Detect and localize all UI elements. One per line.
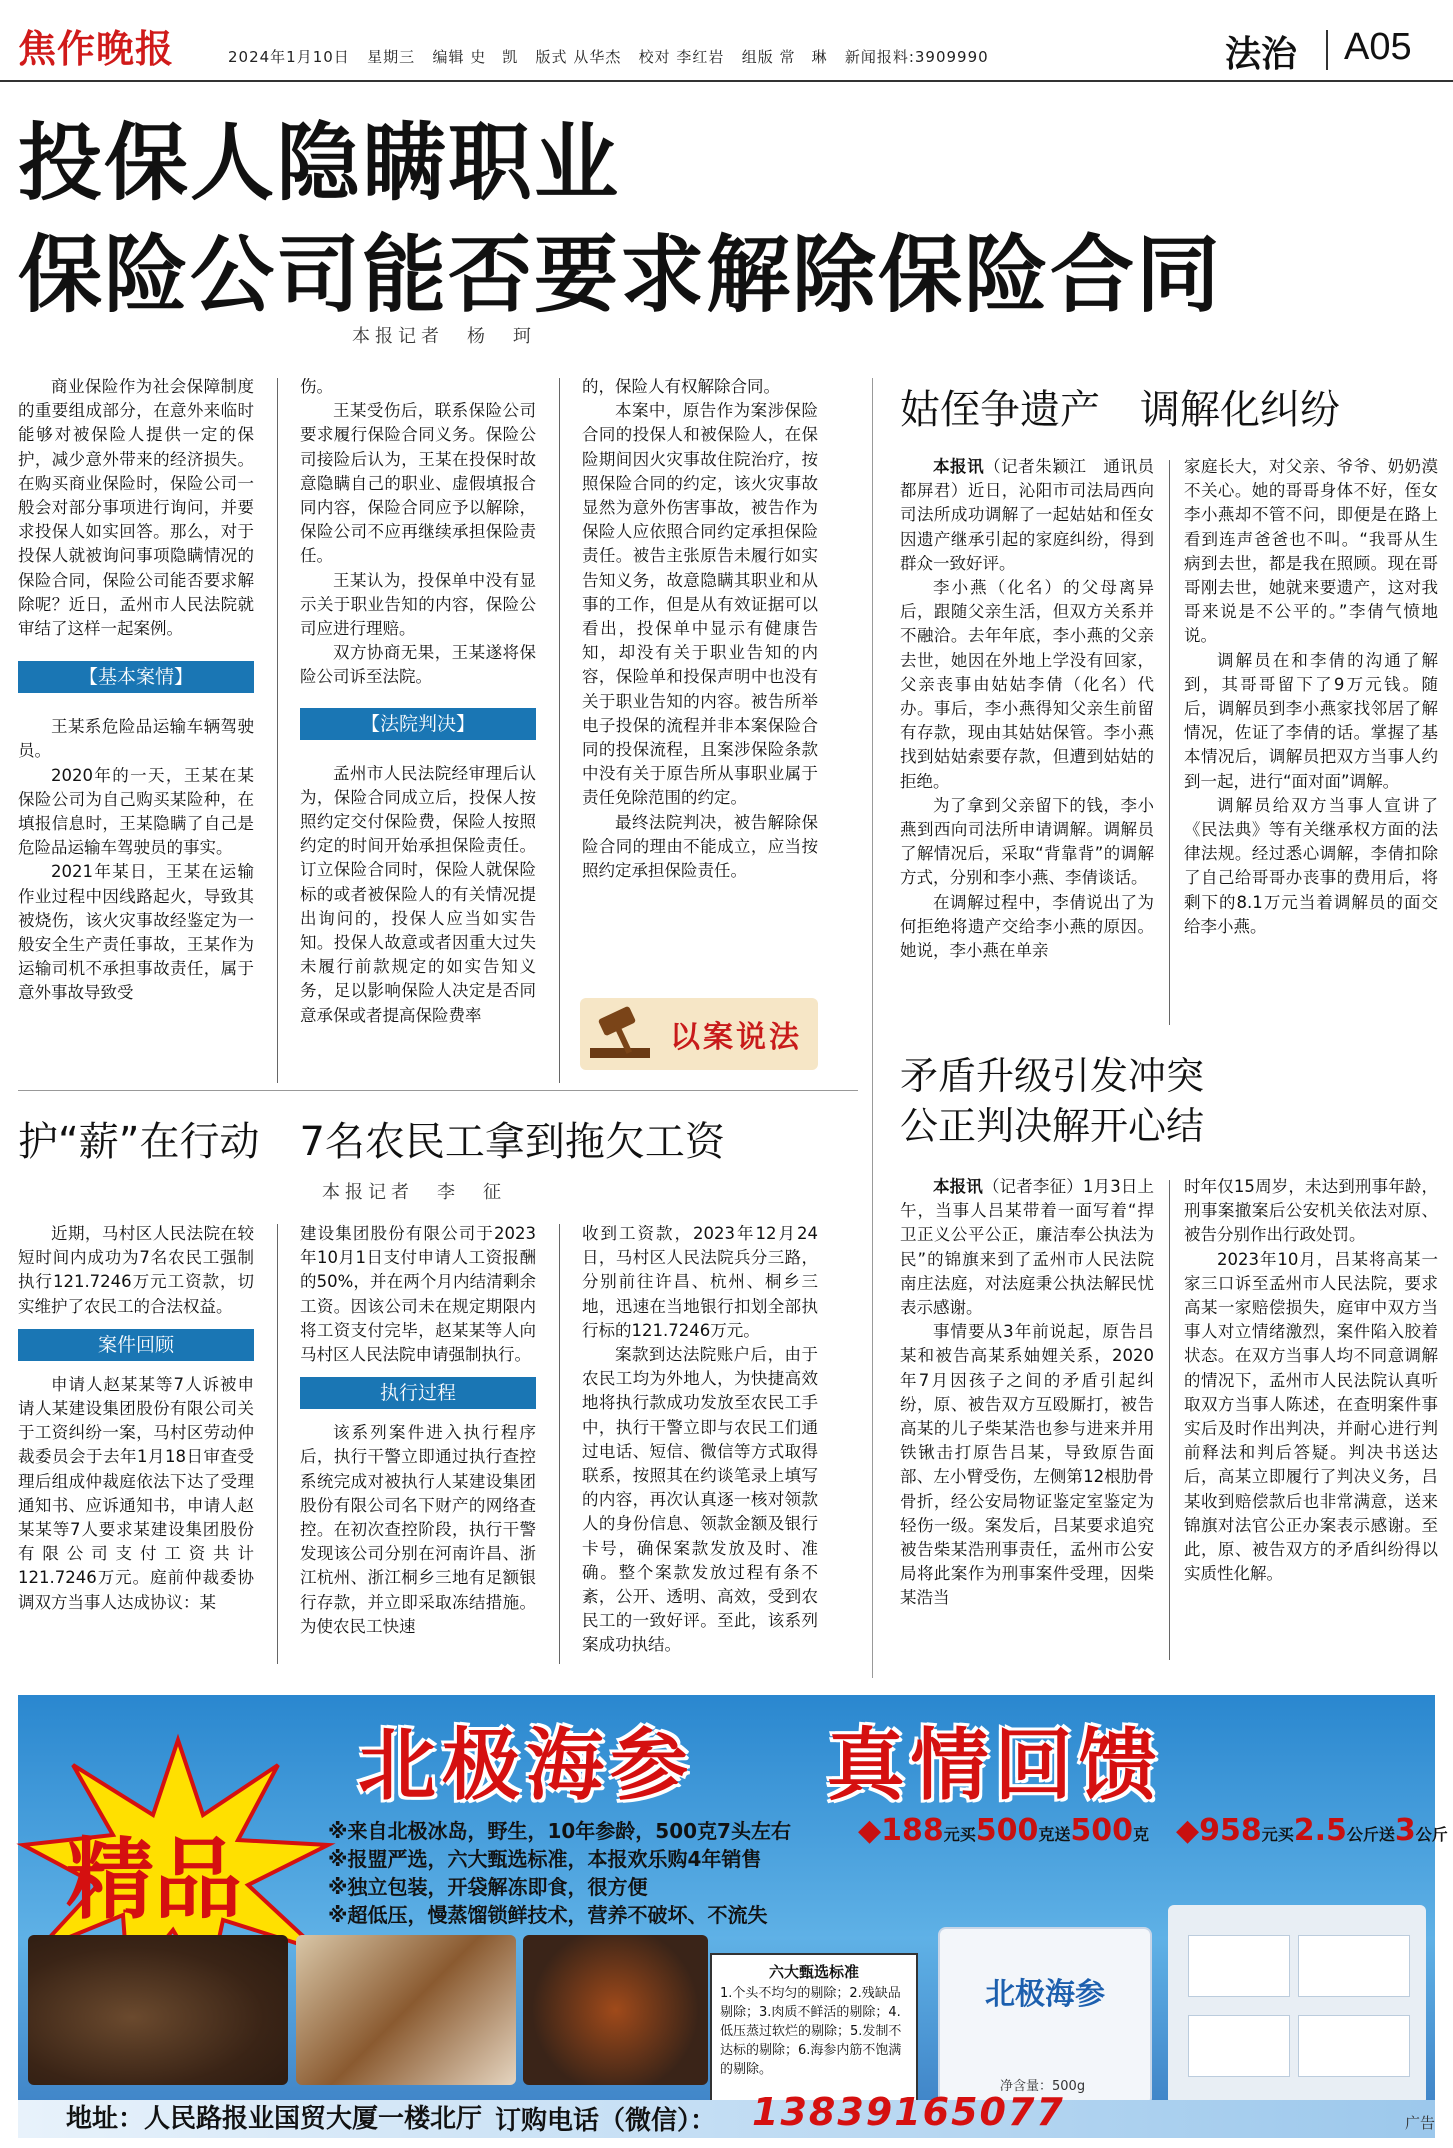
- page-divider: [872, 378, 873, 1678]
- paragraph: 收到工资款，2023年12月24日，马村区人民法院兵分三路，分别前往许昌、杭州、桐乡三地，迅速在当地银行扣划全部执行标的121.7246万元。: [582, 1224, 818, 1340]
- ad-label: 广告: [1405, 2114, 1436, 2132]
- price-bonus: 500: [1070, 1813, 1133, 1848]
- ad-headline-b: 真情回馈: [826, 1721, 1163, 1811]
- lead-text: 近日，沁阳市司法局西向司法所成功调解了一起姑姑和侄女因遗产继承引起的家庭纠纷，得到群众一致好评。: [900, 481, 1155, 573]
- ad-feature: ※超低压，慢蒸馏锁鲜技术，营养不破坏、不流失: [328, 1903, 768, 1927]
- standards-body: 1.个头不均匀的剔除；2.残缺品剔除；3.肉质不鲜活的剔除；4.低压蒸过软烂的剔除；5.发制不达标的剔除；6.海参内筋不饱满的剔除。: [720, 1986, 902, 2077]
- article3-column-3: [582, 1222, 818, 1658]
- paragraph: [900, 1175, 1154, 1320]
- column-divider: [1169, 460, 1170, 1025]
- paragraph: 该系列案件进入执行程序后，执行干警立即通过执行查控系统完成对被执行人某建设集团股份有限公司名下财产的网络查控。在初次查控阶段，执行干警发现该公司分别在河南许昌、浙江杭州、浙江桐乡三地有足额银行存款，并立即采取冻结措施。为使农民工快速: [300, 1423, 536, 1636]
- paragraph: 为了拿到父亲留下的钱，李小燕到西向司法所申请调解。调解员了解情况后，采取“背靠背”的调解方式，分别和李小燕、李倩谈话。: [900, 795, 1154, 888]
- product-package: [938, 1927, 1152, 2106]
- price-offer-1: [858, 1813, 1149, 1848]
- tag-basic-facts: 【基本案情】: [18, 661, 254, 693]
- article1-title-line1: 投保人隐瞒职业: [18, 114, 621, 212]
- ad-address: 地址：人民路报业国贸大厦一楼北厅: [66, 2104, 483, 2134]
- page-number: A05: [1344, 26, 1412, 68]
- column-divider: [277, 1224, 278, 1664]
- sea-cucumber-photo: [28, 1935, 288, 2085]
- paragraph: 事情要从3年前说起，原告吕某和被告高某系妯娌关系，2020年7月因孩子之间的矛盾引起纠纷，原、被告双方互殴厮打，被告高某的儿子柴某浩也参与进来并用铁锹击打原告吕某，导致原告面部、左小臂受伤，左侧第12根肋骨骨折，经公安局物证鉴定室鉴定为轻伤一级。案发后，吕某要求追究被告柴某浩刑事责任，孟州市公安局将此案作为刑事案件受理，因柴某浩当: [900, 1322, 1154, 1608]
- tag-execution-process: 执行过程: [300, 1377, 536, 1409]
- paragraph: 2021年某日，王某在运输作业过程中因线路起火，导致其被烧伤，该火灾事故经鉴定为一般安全生产责任事故，王某作为运输司机不承担事故责任，属于意外事故导致受: [18, 862, 254, 1003]
- section-rule: [18, 1090, 858, 1091]
- price-qty: 500: [975, 1813, 1039, 1848]
- section-name: 法治: [1225, 34, 1298, 75]
- article4-title-line1: 矛盾升级引发冲突: [900, 1054, 1205, 1098]
- ad-feature: ※报盟严选，六大甄选标准，本报欢乐购4年销售: [328, 1847, 762, 1871]
- paragraph: 建设集团股份有限公司于2023年10月1日支付申请人工资报酬的50%，并在两个月内结清剩余工资。因该公司未在规定期限内将工资支付完毕，赵某某等人向马村区人民法院申请强制执行。: [300, 1224, 536, 1365]
- article4-title-line2: 公正判决解开心结: [900, 1104, 1205, 1148]
- paragraph: 双方协商无果，王某遂将保险公司诉至法院。: [300, 643, 536, 687]
- issue-weekday: 星期三: [367, 48, 416, 66]
- price-unit: 克: [1132, 1825, 1149, 1844]
- article1-byline: 本报记者 杨 珂: [352, 326, 536, 347]
- paragraph: 时年仅15周岁，未达到刑事年龄，刑事案撤案后公安机关依法对原、被告分别作出行政处罚。: [1184, 1177, 1438, 1245]
- price-bonus: 3: [1394, 1813, 1416, 1848]
- ad-headline: [358, 1703, 1163, 1815]
- paragraph: 孟州市人民法院经审理后认为，保险合同成立后，投保人按照约定交付保险费，保险人按照约定的时间开始承担保险责任。订立保险合同时，保险人就保险标的或者被保险人的有关情况提出询问的，投保人应当如实告知。投保人故意或者因重大过失未履行前款规定的如实告知义务，足以影响保险人决定是否同意承保或者提高保险费率: [300, 763, 536, 1025]
- badge-text: 以案说法: [670, 1020, 802, 1055]
- dish-photo: [296, 1935, 516, 2085]
- article4-column-1: [900, 1175, 1154, 1611]
- news-hotline: 新闻报料:3909990: [844, 48, 989, 66]
- cross-section-photo: [523, 1935, 708, 2085]
- column-divider: [559, 378, 560, 1083]
- price-unit: 克送: [1038, 1825, 1071, 1844]
- price-unit: 元买: [1261, 1825, 1294, 1844]
- paragraph: 王某受伤后，联系保险公司要求履行保险合同义务。保险公司接险后认为，王某在投保时故意隐瞒自己的职业、虚假填报合同内容，保险合同应予以解除，保险公司不应再继续承担保险责任。: [300, 401, 536, 566]
- article3-byline: 本报记者 李 征: [322, 1182, 506, 1203]
- price-unit: 公斤: [1415, 1825, 1448, 1844]
- issue-meta: [228, 46, 989, 67]
- standards-title: 六大甄选标准: [768, 1963, 859, 1981]
- selection-standards: [710, 1953, 918, 2103]
- ad-phone: 13839165077: [752, 2090, 1065, 2134]
- price-offer-2: [1176, 1813, 1448, 1848]
- section-divider: [1326, 30, 1328, 70]
- newspaper-logo: 焦作晚报: [18, 26, 175, 71]
- paragraph: [900, 455, 1154, 576]
- package-name: 北极海参: [985, 1977, 1105, 2012]
- case-law-badge: [580, 998, 818, 1070]
- article2-column-1: [900, 455, 1154, 963]
- column-divider: [559, 1224, 560, 1664]
- paragraph: 最终法院判决，被告解除保险合同的理由不能成立，应当按照约定承担保险责任。: [582, 812, 818, 881]
- paragraph: 伤。: [300, 377, 333, 396]
- paragraph: 2020年的一天，王某在某保险公司为自己购买某险种，在填报信息时，王某隐瞒了自己是危险品运输车驾驶员的事实。: [18, 765, 254, 858]
- article2-column-2: [1184, 455, 1438, 939]
- paragraph: 本案中，原告作为案涉保险合同的投保人和被保险人，在保险期间因火灾事故住院治疗，按照保险合同的约定，该火灾事故显然为意外伤害事故，被告作为保险人应依照合同约定承担保险责任。被告主张原告未履行如实告知义务，故意隐瞒其职业和从事的工作，但是从有效证据可以看出，投保单中显示有健康告知，却没有关于职业告知的内容，保险单和投保声明中也没有关于职业告知的内容。被告所举电子投保的流程并非本案保险合同的投保流程，且案涉保险条款中没有关于原告所从事职业属于责任免除范围的约定。: [582, 401, 818, 808]
- article4-column-2: [1184, 1175, 1438, 1586]
- lead-reporter: （记者李征）: [982, 1177, 1083, 1196]
- article1-column-3: [582, 375, 818, 883]
- header-rule: [0, 80, 1453, 82]
- tag-case-review: 案件回顾: [18, 1329, 254, 1361]
- ad-headline-a: 北极海参: [358, 1721, 695, 1811]
- article3-title: 护“薪”在行动 7名农民工拿到拖欠工资: [18, 1119, 725, 1165]
- price-qty: 2.5: [1293, 1813, 1347, 1848]
- paragraph: 商业保险作为社会保障制度的重要组成部分，在意外来临时能够对被保险人提供一定的保护，减少意外带来的经济损失。在购买商业保险时，保险公司一般会对部分事项进行询问，并要求投保人如实回答。那么，对于投保人就被询问事项隐瞒情况的保险合同，保险公司能否要求解除呢？近日，孟州市人民法院就审结了这样一起案例。: [18, 377, 254, 639]
- paragraph: 2023年10月，吕某将高某一家三口诉至孟州市人民法院，要求高某一家赔偿损失，庭审中双方当事人对立情绪激烈，案件陷入胶着状态。在双方当事人均不同意调解的情况下，孟州市人民法院认真听取双方当事人陈述，在查明案件事实后及时作出判决，并耐心进行判前释法和判后答疑。判决书送达后，高某立即履行了判决义务，吕某收到赔偿款后也非常满意，送来锦旗对法官公正办案表示感谢。至此，原、被告双方的矛盾纠纷得以实质性化解。: [1184, 1249, 1438, 1584]
- layout-credit: 版式 从华杰: [535, 48, 622, 66]
- ad-feature: ※独立包装，开袋解冻即食，很方便: [328, 1875, 648, 1899]
- column-divider: [277, 378, 278, 1083]
- paragraph: 王某系危险品运输车辆驾驶员。: [18, 717, 254, 761]
- paragraph: 李小燕（化名）的父母离异后，跟随父亲生活，但双方关系并不融洽。去年年底，李小燕的父亲去世，她因在外地上学没有回家，父亲丧事由姑姑李倩（化名）代办。事后，李小燕得知父亲生前留有存款，现由其姑姑保管。李小燕找到姑姑索要存款，但遭到姑姑的拒绝。: [900, 578, 1154, 791]
- package-pile-photo: [1168, 1905, 1426, 2105]
- price-unit: 元买: [943, 1825, 976, 1844]
- issue-date: 2024年1月10日: [228, 48, 350, 66]
- paragraph: 案款到达法院账户后，由于农民工均为外地人，为快捷高效地将执行款成功发放至农民工手中，执行干警立即与农民工们通过电话、短信、微信等方式取得联系，按照其在约谈笔录上填写的内容，再次认真逐一核对领款人的身份信息、领款金额及银行卡号，确保案款发放及时、准确。整个案款发放过程有条不紊，公开、透明、高效，受到农民工的一致好评。至此，该系列案成功执结。: [582, 1345, 818, 1655]
- sea-cucumber-ad: [18, 1695, 1448, 2138]
- lead-prefix: 本报讯: [933, 1177, 983, 1196]
- price-amount: ◆188: [858, 1813, 944, 1848]
- price-amount: ◆958: [1176, 1813, 1262, 1848]
- article3-column-2: [300, 1222, 536, 1639]
- paragraph: 的，保险人有权解除合同。: [582, 377, 780, 396]
- article1-title-line2: 保险公司能否要求解除保险合同: [18, 226, 1223, 324]
- group-credit: 组版 常 琳: [741, 48, 828, 66]
- paragraph: 在调解过程中，李倩说出了为何拒绝将遗产交给李小燕的原因。她说，李小燕在单亲: [900, 892, 1154, 961]
- ad-phone-label: 订购电话（微信）：: [495, 2106, 717, 2136]
- paragraph: 申请人赵某某等7人诉被申请人某建设集团股份有限公司关于工资纠纷一案，马村区劳动仲裁委员会于去年1月18日审查受理后组成仲裁庭依法下达了受理通知书、应诉通知书，申请人赵某某等7人要求某建设集团股份有限公司支付工资共计121.7246万元。庭前仲裁委协调双方当事人达成协议：某: [18, 1374, 254, 1612]
- article1-column-2: [300, 375, 536, 1028]
- ad-badge: 精品: [66, 1827, 243, 1931]
- proof-credit: 校对 李红岩: [638, 48, 725, 66]
- paragraph: 调解员给双方当事人宣讲了《民法典》等有关继承权方面的法律法规。经过悉心调解，李倩扣除了自己给哥哥办丧事的费用后，将剩下的8.1万元当着调解员的面交给李小燕。: [1184, 795, 1438, 936]
- column-divider: [1169, 1180, 1170, 1660]
- editor-credit: 编辑 史 凯: [432, 48, 519, 66]
- lead-text: 1月3日上午，当事人吕某带着一面写着“捍卫正义公平公正，廉洁奉公执法为民”的锦旗来到了孟州市人民法院南庄法庭，对法庭秉公执法解民忧表示感谢。: [900, 1177, 1155, 1318]
- paragraph: 调解员在和李倩的沟通了解到，其哥哥留下了9万元钱。随后，调解员到李小燕家找邻居了解情况，佐证了李倩的话。掌握了基本情况后，调解员把双方当事人约到一起，进行“面对面”调解。: [1184, 650, 1438, 791]
- lead-prefix: 本报讯: [933, 457, 985, 476]
- article3-column-1: [18, 1222, 254, 1615]
- paragraph: 王某认为，投保单中没有显示关于职业告知的内容，保险公司应进行理赔。: [300, 570, 536, 639]
- ad-feature: ※来自北极冰岛，野生，10年参龄，500克7头左右: [328, 1819, 791, 1843]
- package-net-weight: 净含量：500g: [1000, 2079, 1086, 2094]
- article2-title: 姑侄争遗产 调解化纠纷: [900, 387, 1340, 433]
- lead-reporter: （记者朱颖江 通讯员都屏君）: [900, 457, 1155, 501]
- price-unit: 公斤送: [1346, 1825, 1395, 1844]
- gavel-icon: [580, 998, 660, 1070]
- paragraph: 近期，马村区人民法院在较短时间内成功为7名农民工强制执行121.7246万元工资款，切实维护了农民工的合法权益。: [18, 1224, 254, 1316]
- article1-column-1: [18, 375, 254, 1006]
- tag-court-ruling: 【法院判决】: [300, 708, 536, 740]
- paragraph: 家庭长大，对父亲、爷爷、奶奶漠不关心。她的哥哥身体不好，侄女李小燕却不管不问，即便是在路上看到连声爸爸也不叫。“我哥从生病到去世，都是我在照顾。现在哥哥刚去世，她就来要遗产，这对我哥来说是不公平的。”李倩气愤地说。: [1184, 457, 1438, 646]
